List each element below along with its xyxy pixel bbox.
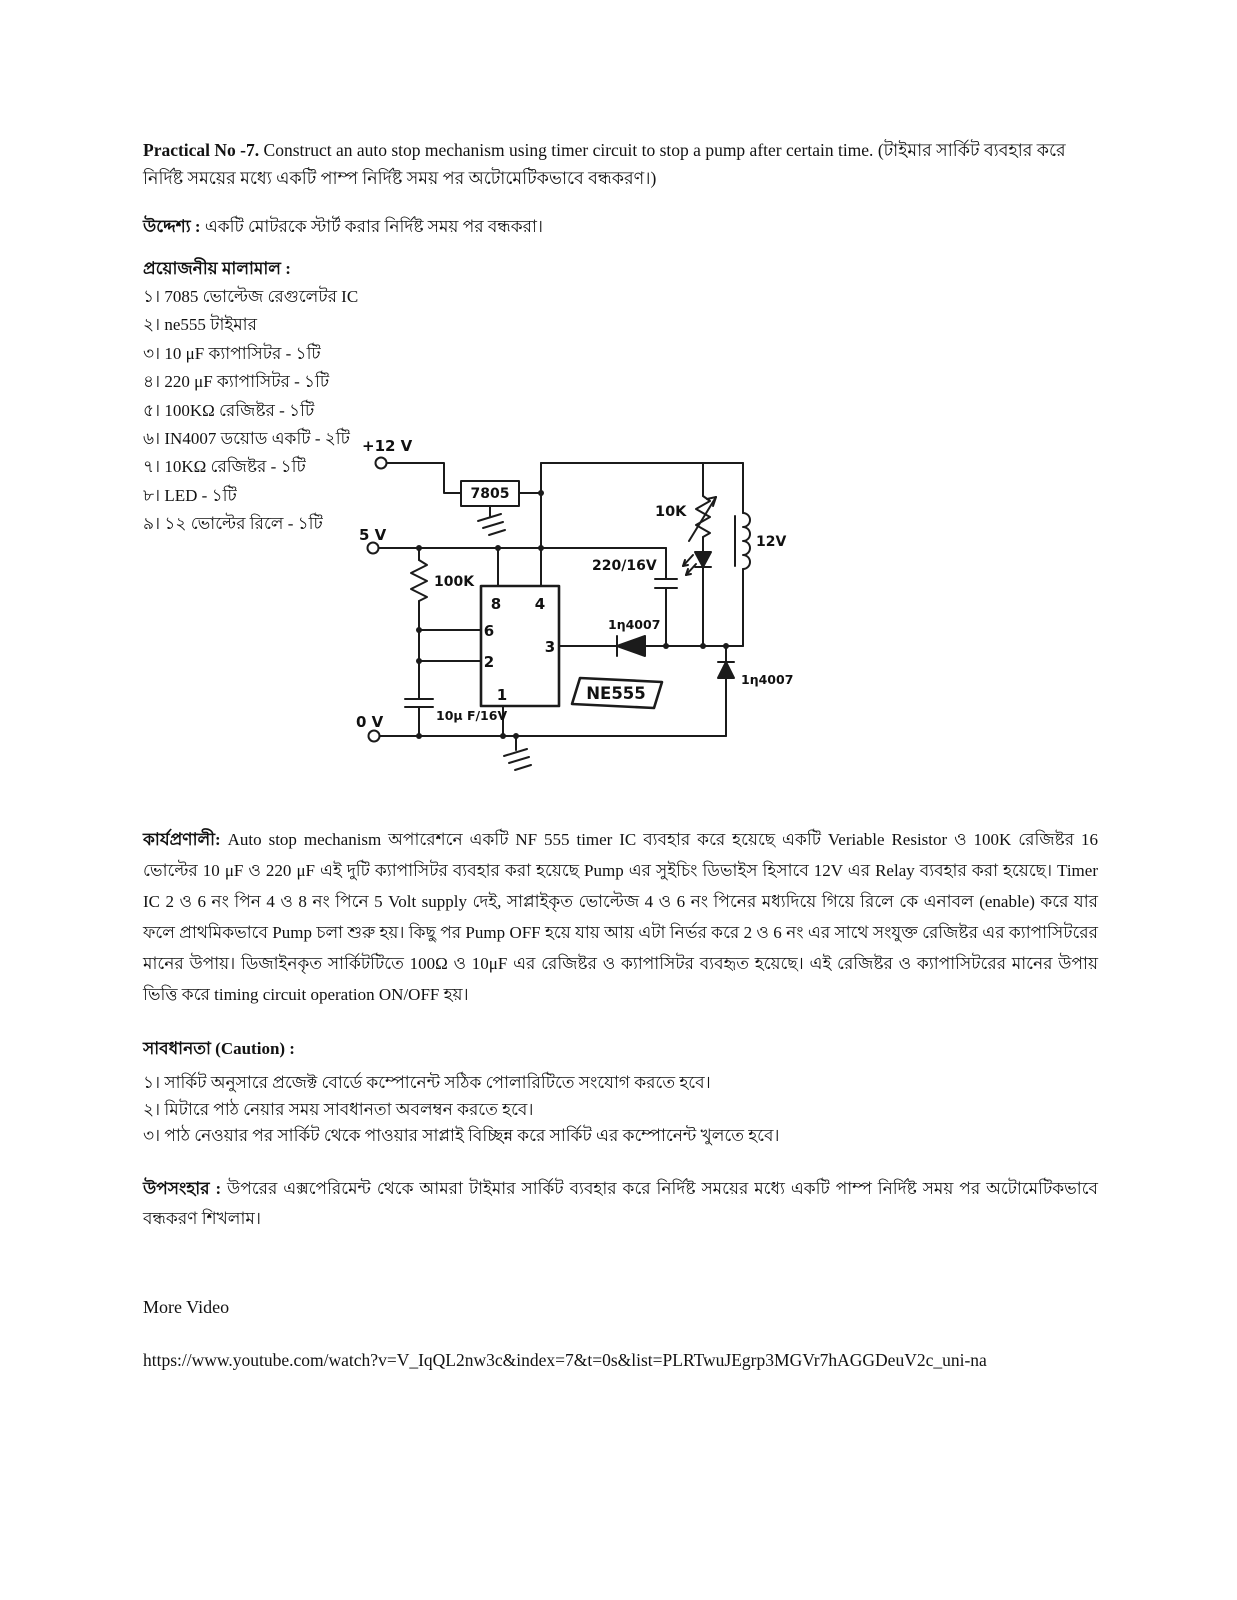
caution-heading: সাবধানতা (Caution) : [143,1039,295,1058]
caution-list [143,1070,1098,1150]
potentiometer-10k-symbol [689,496,716,541]
practical-number: Practical No -7. [143,140,260,160]
caution-item: ৩। পাঠ নেওয়ার পর সার্কিট থেকে পাওয়ার সাপ্লাই বিচ্ছিন্ন করে সার্কিট এর কম্পোনেন্ট খুলতে হবে। [143,1126,780,1145]
conclusion-paragraph [143,1174,1098,1234]
material-item: ৮। LED - ১টি [143,485,237,505]
circuit-diagram [356,436,836,796]
objective-line [143,214,1098,240]
title-english: Construct an auto stop mechanism using timer circuit to stop a pump after certain time. [263,140,874,160]
label-10k: 10K [655,504,687,520]
conclusion-text: উপরের এক্সপেরিমেন্ট থেকে আমরা টাইমার সার্কিট ব্যবহার করে নির্দিষ্ট সময়ের মধ্যে একটি পাম্প নির্দিষ্ট সময় পর অটোমেটিকভাবে বন্ধকরণ শিখলাম। [143,1179,1099,1228]
material-item: ৭। 10KΩ রেজিষ্টর - ১টি [143,457,306,477]
title-bengali: (টাইমার সার্কিট ব্যবহার করে নির্দিষ্ট সময়ের মধ্যে একটি পাম্প নির্দিষ্ট সময় পর অটোমেটিকভাবে বন্ধকরণ।) [143,140,1066,188]
label-100k: 100K [434,574,475,590]
resistor-100k-symbol [411,560,427,601]
label-10uf: 10μ F/16V [436,708,508,723]
label-diode-flyback: 1η4007 [741,672,794,687]
terminal-5v [368,543,379,554]
caution-item: ২। মিটারে পাঠ নেয়ার সময় সাবধানতা অবলম্বন করতে হবে। [143,1099,534,1119]
capacitor-220uf-symbol [655,579,677,588]
label-5v: 5 V [359,526,387,544]
materials-list [143,283,358,539]
operation-paragraph [143,824,1098,1010]
material-item: ৪। 220 μF ক্যাপাসিটর - ১টি [143,372,330,392]
objective-text: একটি মোটরকে স্টার্ট করার নির্দিষ্ট সময় পর বন্ধকরা। [204,217,544,236]
material-item: ২। ne555 টাইমার [143,315,257,335]
label-220-16v: 220/16V [592,558,657,574]
material-item: ১। 7085 ভোল্টেজ রেগুলেটর IC [143,287,359,306]
more-video-label: More Video [143,1297,230,1317]
diode-output-symbol [617,636,645,656]
label-ne555: NE555 [586,684,646,703]
label-relay-12v: 12V [756,534,787,550]
ground-icon-main [504,736,531,770]
terminal-12v [376,458,387,469]
terminal-0v [369,731,380,742]
diode-flyback-symbol [718,662,734,678]
title-paragraph [143,136,1098,192]
pin-label-2: 2 [483,653,495,671]
operation-label: কার্যপ্রণালী: [143,830,221,849]
objective-label: উদ্দেশ্য : [143,217,201,236]
pin-label-3: 3 [544,638,556,656]
material-item: ৩। 10 μF ক্যাপাসিটর - ১টি [143,343,321,363]
caution-item: ১। সার্কিট অনুসারে প্রজেক্ট বোর্ডে কম্পোনেন্ট সঠিক পোলারিটিতে সংযোগ করতে হবে। [143,1073,711,1092]
label-diode-output: 1η4007 [608,617,661,632]
pin-label-6: 6 [483,622,495,640]
led-symbol [683,552,711,575]
material-item: ৫। 100KΩ রেজিষ্টর - ১টি [143,400,315,420]
material-item: ৬। IN4007 ডয়োড একটি - ২টি [143,429,350,449]
pin-label-8: 8 [490,595,502,613]
relay-coil-symbol [735,513,750,569]
power-terminal-circles [368,458,387,742]
pin-label-4: 4 [534,595,546,613]
materials-heading: প্রয়োজনীয় মালামাল : [143,259,291,278]
conclusion-label: উপসংহার : [143,1179,222,1198]
capacitor-10uf-symbol [405,699,433,707]
wire-net [379,463,743,736]
label-7805: 7805 [470,486,510,502]
material-item: ৯। ১২ ভোল্টের রিলে - ১টি [143,514,323,534]
label-plus12v: +12 V [362,437,413,455]
video-url: https://www.youtube.com/watch?v=V_IqQL2nw3c&index=7&t=0s&list=PLRTwuJEgrp3MGVr7hAGGDeuV2c_uni-na [143,1350,987,1370]
label-0v: 0 V [356,713,384,731]
pin-label-1: 1 [496,686,508,704]
ground-icon-regulator [478,506,505,535]
operation-text: Auto stop mechanism অপারেশনে একটি NF 555 timer IC ব্যবহার করে হয়েছে একটি Veriable Resistor ও 100K রেজিষ্টর 16 ভোল্টের 10 μF ও 220 μF এই দুটি ক্যাপাসিটর ব্যবহার করা হয়েছে Pump এর সুইচিং ডিভাইস হিসাবে 12V এর Relay ব্যবহার করা হয়েছে। Timer IC 2 ও 6 নং পিন 4 ও 8 নং পিনে 5 Volt supply দেই, সাপ্লাইকৃত ভোল্টেজ 4 ও 6 নং পিনের মধ্যদিয়ে গিয়ে রিলে কে এনাবল (enable) করে যার ফলে প্রাথমিকভাবে Pump চলা শুরু হয়। কিছু পর Pump OFF হয়ে যায় আয় এটা নির্ভর করে 2 ও 6 নং এর সাথে সংযুক্ত রেজিষ্টর এর ক্যাপাসিটরের মানের উপায়। ডিজাইনকৃত সার্কিটটিতে 100Ω ও 10μF এর রেজিষ্টর ও ক্যাপাসিটর ব্যবহৃত হয়েছে। এই রেজিষ্টর ও ক্যাপাসিটরের মানের উপায় ভিত্তি করে timing circuit operation ON/OFF হয়। [143,830,1099,1004]
